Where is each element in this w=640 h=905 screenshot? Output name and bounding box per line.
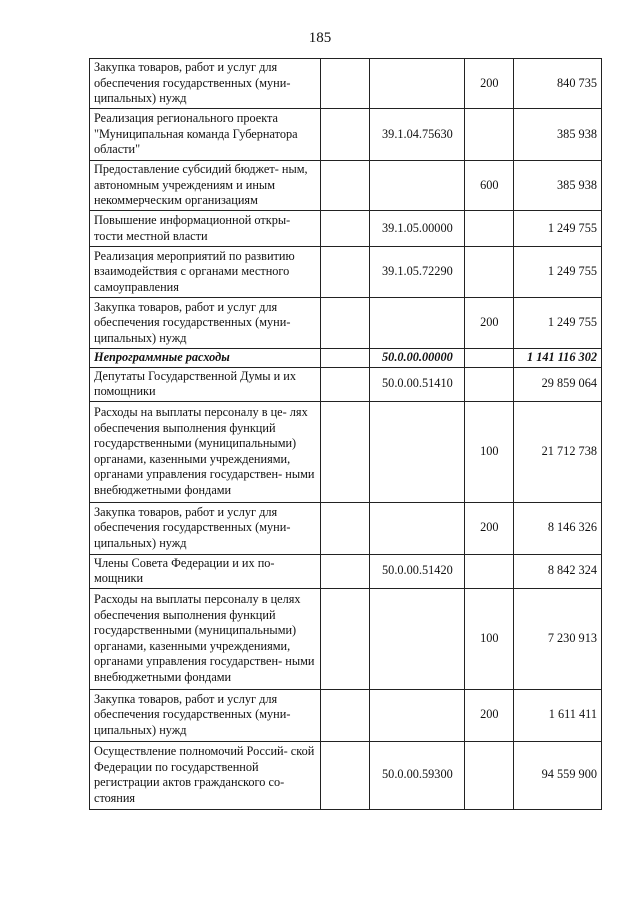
amount: 8 842 324 <box>514 554 602 588</box>
table-row <box>90 689 602 741</box>
amount: 385 938 <box>514 161 602 211</box>
table-row <box>90 59 602 109</box>
blank-cell <box>320 741 370 809</box>
expense-name: Закупка товаров, работ и услуг для обеспечения государственных (муни- ципальных) нужд <box>90 59 321 109</box>
expense-type: 200 <box>465 689 514 741</box>
target-code: 39.1.04.75630 <box>370 109 465 161</box>
amount: 1 141 116 302 <box>514 349 602 368</box>
blank-cell <box>320 247 370 298</box>
table-row <box>90 554 602 588</box>
expense-name: Закупка товаров, работ и услуг для обеспечения государственных (муни- ципальных) нужд <box>90 502 321 554</box>
expense-type <box>465 247 514 298</box>
target-code <box>370 502 465 554</box>
target-code <box>370 59 465 109</box>
expense-name: Члены Совета Федерации и их по- мощники <box>90 554 321 588</box>
blank-cell <box>320 401 370 502</box>
expense-type <box>465 109 514 161</box>
expense-name: Расходы на выплаты персоналу в целях обеспечения выполнения функций государственными (муниципальными) органами, казенными учреждениями, органами управления государствен- ными внебюджетными фондами <box>90 588 321 689</box>
expense-name: Депутаты Государственной Думы и их помощники <box>90 367 321 401</box>
target-code <box>370 298 465 349</box>
expense-name: Реализация мероприятий по развитию взаимодействия с органами местного самоуправления <box>90 247 321 298</box>
table-row <box>90 247 602 298</box>
table-row <box>90 211 602 247</box>
blank-cell <box>320 211 370 247</box>
expense-type <box>465 211 514 247</box>
blank-cell <box>320 109 370 161</box>
expense-name: Закупка товаров, работ и услуг для обеспечения государственных (муни- ципальных) нужд <box>90 689 321 741</box>
amount: 1 249 755 <box>514 247 602 298</box>
table-row <box>90 367 602 401</box>
table-row <box>90 349 602 368</box>
target-code <box>370 689 465 741</box>
expense-name: Закупка товаров, работ и услуг для обеспечения государственных (муни- ципальных) нужд <box>90 298 321 349</box>
amount: 385 938 <box>514 109 602 161</box>
expense-type: 200 <box>465 298 514 349</box>
blank-cell <box>320 349 370 368</box>
amount: 1 249 755 <box>514 211 602 247</box>
amount: 21 712 738 <box>514 401 602 502</box>
blank-cell <box>320 367 370 401</box>
target-code: 39.1.05.00000 <box>370 211 465 247</box>
target-code: 39.1.05.72290 <box>370 247 465 298</box>
expense-type: 100 <box>465 401 514 502</box>
expense-type <box>465 349 514 368</box>
blank-cell <box>320 502 370 554</box>
table-row <box>90 588 602 689</box>
blank-cell <box>320 554 370 588</box>
expense-type <box>465 554 514 588</box>
amount: 94 559 900 <box>514 741 602 809</box>
expense-name: Реализация регионального проекта "Муниципальная команда Губернатора области" <box>90 109 321 161</box>
amount: 1 249 755 <box>514 298 602 349</box>
amount: 8 146 326 <box>514 502 602 554</box>
target-code <box>370 401 465 502</box>
expense-name: Расходы на выплаты персоналу в це- лях обеспечения выполнения функций государственными (муниципальными) органами, казенными учреждениями, органами управления государствен- ными внебюджетными фондами <box>90 401 321 502</box>
expense-type: 200 <box>465 502 514 554</box>
expense-type: 100 <box>465 588 514 689</box>
target-code: 50.0.00.59300 <box>370 741 465 809</box>
table-row <box>90 502 602 554</box>
expense-name: Осуществление полномочий Россий- ской Федерации по государственной регистрации актов гражданского со- стояния <box>90 741 321 809</box>
expense-type <box>465 367 514 401</box>
target-code <box>370 161 465 211</box>
blank-cell <box>320 59 370 109</box>
amount: 29 859 064 <box>514 367 602 401</box>
table-row <box>90 161 602 211</box>
table-row <box>90 401 602 502</box>
target-code <box>370 588 465 689</box>
expense-name: Предоставление субсидий бюджет- ным, автономным учреждениям и иным некоммерческим организациям <box>90 161 321 211</box>
blank-cell <box>320 161 370 211</box>
amount: 7 230 913 <box>514 588 602 689</box>
table-row <box>90 298 602 349</box>
expense-name: Повышение информационной откры- тости местной власти <box>90 211 321 247</box>
page-number: 185 <box>308 30 332 46</box>
table-row <box>90 109 602 161</box>
budget-table <box>89 58 602 810</box>
target-code: 50.0.00.51420 <box>370 554 465 588</box>
amount: 1 611 411 <box>514 689 602 741</box>
target-code: 50.0.00.00000 <box>370 349 465 368</box>
expense-type <box>465 741 514 809</box>
expense-type: 200 <box>465 59 514 109</box>
target-code: 50.0.00.51410 <box>370 367 465 401</box>
amount: 840 735 <box>514 59 602 109</box>
table-row <box>90 741 602 809</box>
expense-type: 600 <box>465 161 514 211</box>
blank-cell <box>320 689 370 741</box>
blank-cell <box>320 298 370 349</box>
expense-name: Непрограммные расходы <box>90 349 321 368</box>
blank-cell <box>320 588 370 689</box>
